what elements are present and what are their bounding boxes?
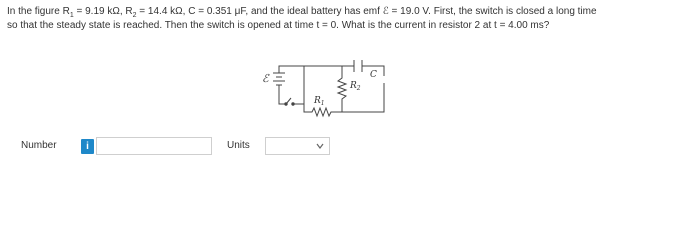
r1-label: $R_1$ — [314, 96, 325, 107]
chevron-down-icon — [315, 140, 325, 152]
circuit-diagram — [246, 58, 396, 124]
r2-label: $R_2$ — [350, 81, 361, 92]
question-text-part: = 14.4 kΩ, C = 0.351 μF, and the ideal battery has emf — [136, 6, 383, 17]
question-line-1 — [7, 5, 693, 19]
units-label: Units — [227, 140, 250, 151]
answer-row — [0, 136, 700, 158]
units-select[interactable] — [265, 137, 330, 155]
question-text-part: = 9.19 kΩ, R — [73, 6, 133, 17]
question-text-part: In the figure R — [7, 6, 70, 17]
question-line-2: so that the steady state is reached. Then the switch is opened at time t = 0. What is the current in resistor 2 at t = 4.00 ms? — [7, 20, 550, 31]
emf-symbol: ℰ — [382, 6, 389, 17]
info-icon[interactable]: i — [81, 139, 94, 154]
emf-label: ℰ — [262, 72, 269, 85]
r1-subscript: 1 — [69, 12, 74, 19]
number-label: Number — [21, 140, 57, 151]
c-label: C — [370, 70, 377, 80]
number-input[interactable] — [96, 137, 212, 155]
question-text — [7, 5, 693, 33]
question-text-part: = 19.0 V. First, the switch is closed a long time — [388, 6, 597, 17]
r2-subscript: 2 — [132, 12, 137, 19]
